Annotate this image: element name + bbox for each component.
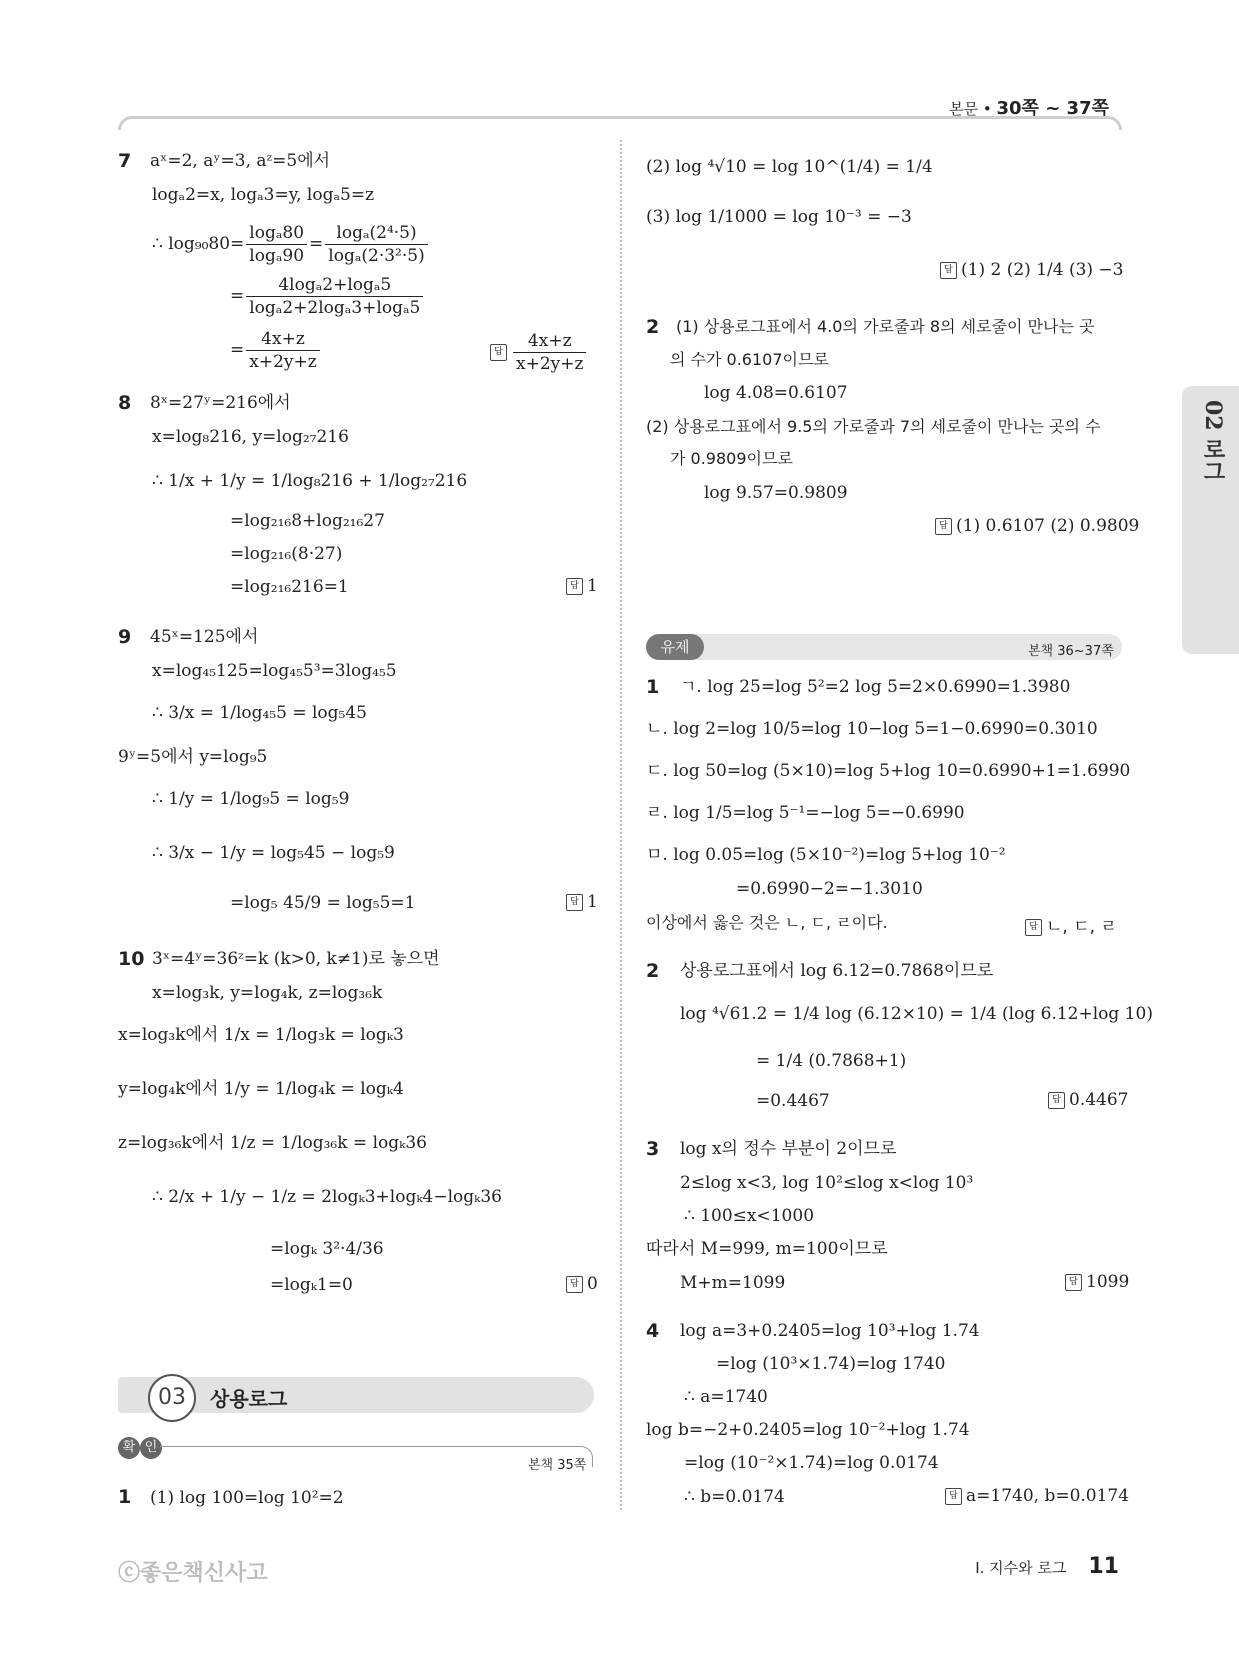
problem-number: 9 — [118, 626, 132, 648]
problem-number: 2 — [646, 960, 660, 982]
solution-line: (1) log 100=log 10²=2 — [150, 1488, 344, 1508]
numerator: 4x+z — [246, 328, 319, 351]
problem-number: 7 — [118, 150, 132, 172]
check-label: 인 — [140, 1437, 162, 1459]
answer-value: a=1740, b=0.0174 — [966, 1486, 1130, 1506]
numerator: 4logₐ2+logₐ5 — [246, 274, 423, 297]
solution-line: ㄱ. log 25=log 5²=2 log 5=2×0.6990=1.3980 — [680, 677, 1071, 697]
answer-mark: 답 — [490, 344, 507, 361]
answer — [566, 892, 598, 912]
answer — [1065, 1272, 1129, 1292]
reference-label: 본문 — [949, 100, 979, 118]
solution-line: 가 0.9809이므로 — [670, 449, 793, 468]
answer — [490, 330, 588, 375]
solution-line: 8ˣ=27ʸ=216에서 — [150, 393, 291, 413]
page-footer — [975, 1554, 1119, 1579]
answer — [566, 576, 598, 596]
solution-line: 의 수가 0.6107이므로 — [670, 350, 829, 369]
answer-value: 1 — [587, 892, 598, 912]
book-reference: 본책 36~37쪽 — [1028, 644, 1114, 659]
answer-value: ㄴ, ㄷ, ㄹ — [1046, 917, 1117, 937]
solution-line: logₐ2=x, logₐ3=y, logₐ5=z — [152, 185, 375, 205]
solution-line: M+m=1099 — [680, 1273, 786, 1293]
answer — [1048, 1090, 1128, 1110]
answer-mark: 답 — [566, 578, 583, 595]
formula-text: ∴ log₉₀80= — [152, 234, 245, 254]
check-label: 확 — [118, 1437, 140, 1459]
answer-value: 0.4467 — [1069, 1090, 1129, 1110]
solution-line: ∴ b=0.0174 — [684, 1487, 785, 1507]
solution-line: log b=−2+0.2405=log 10⁻²+log 1.74 — [646, 1420, 970, 1440]
section-title: 상용로그 — [210, 1387, 288, 1411]
solution-line: = $\frac{\text{4logₐ2+logₐ5}}{\text{logₐ2+2logₐ3+logₐ5}}$ — [230, 274, 425, 319]
solution-line: ∴ log₉₀80= $\frac{\text{logₐ80}}{\text{logₐ90}}$ = $\frac{\text{logₐ(2⁴·5)}}{\text{logₐ(2·3²·5)}}$ — [152, 222, 430, 267]
answer-value: 1099 — [1086, 1272, 1130, 1292]
solution-line: =logₖ 3²·4/36 — [270, 1239, 384, 1259]
answer — [945, 1486, 1129, 1506]
fraction — [513, 330, 586, 375]
check-badge — [118, 1436, 162, 1459]
fraction — [246, 222, 307, 267]
column-divider — [620, 140, 622, 1510]
solution-line: 2≤log x<3, log 10²≤log x<log 10³ — [680, 1173, 974, 1193]
header-rule — [118, 116, 1122, 130]
solution-line: x=log₈216, y=log₂₇216 — [152, 427, 349, 447]
solution-line: =log₂₁₆216=1 — [230, 577, 349, 597]
answer-mark: 답 — [940, 262, 957, 279]
denominator: x+2y+z — [516, 354, 584, 374]
solution-line: aˣ=2, aʸ=3, aᶻ=5에서 — [150, 151, 331, 171]
solution-line: =log (10³×1.74)=log 1740 — [716, 1354, 946, 1374]
solution-line: 따라서 M=999, m=100이므로 — [646, 1239, 888, 1259]
solution-line: 9ʸ=5에서 y=log₉5 — [118, 747, 268, 767]
section-number: 03 — [148, 1374, 196, 1422]
solution-line: ∴ a=1740 — [684, 1387, 768, 1407]
answer-value: 1 — [587, 576, 598, 596]
solution-line: ∴ 2/x + 1/y − 1/z = 2logₖ3+logₖ4−logₖ36 — [152, 1187, 502, 1207]
problem-number: 3 — [646, 1138, 660, 1160]
solution-line: =0.6990−2=−1.3010 — [736, 879, 923, 899]
solution-line: x=log₃k에서 1/x = 1/log₃k = logₖ3 — [118, 1025, 404, 1045]
solution-line: x=log₃k, y=log₄k, z=log₃₆k — [152, 983, 383, 1003]
solution-line: log x의 정수 부분이 2이므로 — [680, 1139, 897, 1159]
solution-line: log ⁴√61.2 = 1/4 log (6.12×10) = 1/4 (log 6.12+log 10) — [680, 1004, 1153, 1024]
answer-mark: 답 — [935, 518, 952, 535]
answer-mark: 답 — [1048, 1092, 1065, 1109]
solution-line: =logₖ1=0 — [270, 1275, 353, 1295]
numerator: logₐ(2⁴·5) — [325, 222, 427, 245]
publisher-logo: ⓒ좋은책신사고 — [118, 1561, 268, 1586]
fraction — [246, 274, 423, 319]
numerator: logₐ80 — [246, 222, 307, 245]
answer — [1025, 912, 1117, 937]
solution-line: (1) 상용로그표에서 4.0의 가로줄과 8의 세로줄이 만나는 곳 — [676, 317, 1095, 336]
solution-line: log a=3+0.2405=log 10³+log 1.74 — [680, 1321, 980, 1341]
solution-line: 상용로그표에서 log 6.12=0.7868이므로 — [680, 961, 994, 981]
solution-line: ∴ 1/y = 1/log₉5 = log₅9 — [152, 789, 350, 809]
solution-line: 이상에서 옳은 것은 ㄴ, ㄷ, ㄹ이다. — [646, 913, 888, 932]
denominator: x+2y+z — [249, 352, 317, 372]
solution-line: ∴ 3/x = 1/log₄₅5 = log₅45 — [152, 703, 367, 723]
solution-line: ㄷ. log 50=log (5×10)=log 5+log 10=0.6990+1=1.6990 — [646, 761, 1131, 781]
denominator: logₐ2+2logₐ3+logₐ5 — [249, 298, 421, 318]
answer — [940, 260, 1124, 280]
fraction — [246, 328, 319, 373]
fraction — [325, 222, 427, 267]
solution-line: =log₂₁₆(8·27) — [230, 544, 343, 564]
solution-line: (2) log ⁴√10 = log 10^(1/4) = 1/4 — [646, 157, 933, 177]
answer-mark: 답 — [1025, 919, 1042, 936]
solution-line: 45ˣ=125에서 — [150, 627, 259, 647]
problem-number: 8 — [118, 392, 132, 414]
solution-line: log 4.08=0.6107 — [704, 383, 848, 403]
solution-line: z=log₃₆k에서 1/z = 1/log₃₆k = logₖ36 — [118, 1133, 427, 1153]
solution-line: ㄹ. log 1/5=log 5⁻¹=−log 5=−0.6990 — [646, 803, 965, 823]
answer-mark: 답 — [1065, 1274, 1082, 1291]
answer-mark: 답 — [945, 1488, 962, 1505]
problem-number: 4 — [646, 1320, 660, 1342]
solution-line: x=log₄₅125=log₄₅5³=3log₄₅5 — [152, 661, 397, 681]
answer-value: 0 — [587, 1274, 598, 1294]
answer-mark: 답 — [566, 1276, 583, 1293]
numerator: 4x+z — [513, 330, 586, 353]
solution-line: ㅁ. log 0.05=log (5×10⁻²)=log 5+log 10⁻² — [646, 845, 1006, 865]
answer — [935, 516, 1139, 536]
solution-line: =log₂₁₆8+log₂₁₆27 — [230, 511, 385, 531]
solution-line: (3) log 1/1000 = log 10⁻³ = −3 — [646, 207, 912, 227]
denominator: logₐ(2·3²·5) — [328, 246, 425, 266]
answer — [566, 1274, 598, 1294]
answer-value: (1) 0.6107 (2) 0.9809 — [956, 516, 1140, 536]
solution-line: = $\frac{4x+z}{x+2y+z}$ — [230, 328, 322, 373]
page-number: 11 — [1088, 1554, 1119, 1579]
problem-number: 1 — [118, 1486, 132, 1508]
chapter-label: Ⅰ. 지수와 로그 — [975, 1559, 1067, 1577]
chapter-side-tab — [1182, 386, 1239, 654]
solution-line: =0.4467 — [756, 1091, 830, 1111]
problem-number: 1 — [646, 676, 660, 698]
solution-line: 3ˣ=4ʸ=36ᶻ=k (k>0, k≠1)로 놓으면 — [152, 949, 440, 969]
solution-line: (2) 상용로그표에서 9.5의 가로줄과 7의 세로줄이 만나는 곳의 수 — [646, 417, 1101, 436]
solution-line: ∴ 100≤x<1000 — [684, 1206, 815, 1226]
problem-number: 10 — [118, 948, 145, 970]
solution-line: log 9.57=0.9809 — [704, 483, 848, 503]
solution-line: ∴ 3/x − 1/y = log₅45 − log₅9 — [152, 843, 395, 863]
reference-range: 30쪽 ~ 37쪽 — [996, 98, 1109, 119]
answer-value: (1) 2 (2) 1/4 (3) −3 — [961, 260, 1124, 280]
denominator: logₐ90 — [249, 246, 305, 266]
answer-mark: 답 — [566, 894, 583, 911]
exercise-label: 유제 — [646, 634, 704, 660]
solution-line: ∴ 1/x + 1/y = 1/log₈216 + 1/log₂₇216 — [152, 471, 468, 491]
problem-number: 2 — [646, 316, 660, 338]
solution-line: y=log₄k에서 1/y = 1/log₄k = logₖ4 — [118, 1079, 404, 1099]
page-reference: 본문 • 30쪽 ~ 37쪽 — [949, 98, 1109, 119]
solution-line: =log (10⁻²×1.74)=log 0.0174 — [684, 1453, 939, 1473]
book-reference: 본책 35쪽 — [528, 1458, 587, 1473]
solution-line: = 1/4 (0.7868+1) — [756, 1051, 907, 1071]
solution-line: =log₅ 45/9 = log₅5=1 — [230, 893, 416, 913]
solution-line: ㄴ. log 2=log 10/5=log 10−log 5=1−0.6990=0.3010 — [646, 719, 1098, 739]
chapter-tab-label: 02 로그 — [1200, 400, 1226, 483]
